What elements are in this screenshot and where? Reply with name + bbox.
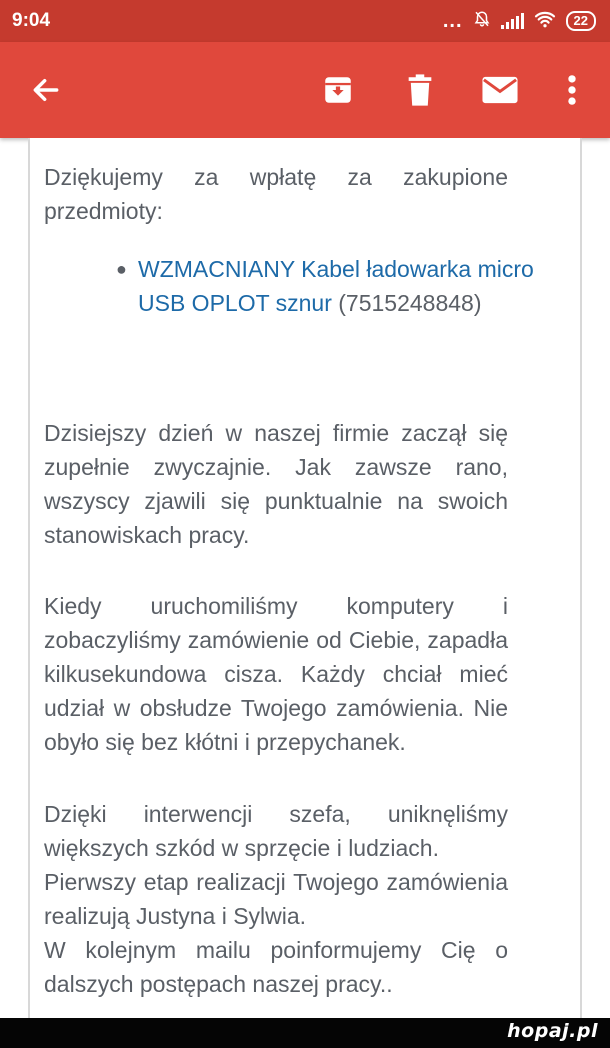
product-code: (7515248848) xyxy=(338,290,482,316)
back-arrow-icon[interactable] xyxy=(24,68,68,112)
signal-icon xyxy=(501,13,524,29)
email-paragraph-order: Kiedy uruchomiliśmy komputery i zobaczyliśmy zamówienie od Ciebie, zapadła kilkusekundowa cisza. Każdy chciał mieć udział w obsłudze Twojego zamówienia. Nie obyło się bez kłótni i przepychanek. xyxy=(44,593,508,755)
email-line-next: W kolejnym mailu poinformujemy Cię o dalszych postępach naszej pracy.. xyxy=(44,937,508,997)
archive-icon[interactable] xyxy=(316,68,360,112)
status-bar xyxy=(0,0,610,42)
notification-dots-icon: ... xyxy=(442,9,463,32)
email-line-boss: Dzięki interwencji szefa, uniknęliśmy większych szkód w sprzęcie i ludziach. xyxy=(44,801,508,861)
app-toolbar xyxy=(0,42,610,138)
silent-bell-icon xyxy=(473,10,491,33)
battery-icon: 22 xyxy=(566,11,596,31)
mail-icon[interactable] xyxy=(478,68,522,112)
footer-bar xyxy=(0,1018,610,1048)
bullet-icon: ● xyxy=(116,259,127,279)
email-paragraph-morning: Dzisiejszy dzień w naszej firmie zaczął się zupełnie zwyczajnie. Jak zawsze rano, wszyscy zjawili się punktualnie na swoich stanowiskach pracy. xyxy=(44,420,508,548)
delete-icon[interactable] xyxy=(398,68,442,112)
product-link[interactable]: WZMACNIANY Kabel ładowarka micro USB OPLOT sznur xyxy=(138,256,534,316)
product-item-text xyxy=(138,252,548,320)
email-paragraph-thanks: Dziękujemy za wpłatę za zakupione przedmioty: xyxy=(44,164,508,224)
email-paragraph-boss xyxy=(44,797,508,1001)
status-time: 9:04 xyxy=(12,10,51,31)
more-vert-icon[interactable] xyxy=(550,68,594,112)
status-icons xyxy=(443,10,596,33)
wifi-icon xyxy=(534,10,556,33)
email-line-stage: Pierwszy etap realizacji Twojego zamówienia realizują Justyna i Sylwia. xyxy=(44,869,508,929)
watermark-logo: hopaj.pl xyxy=(507,1020,598,1042)
